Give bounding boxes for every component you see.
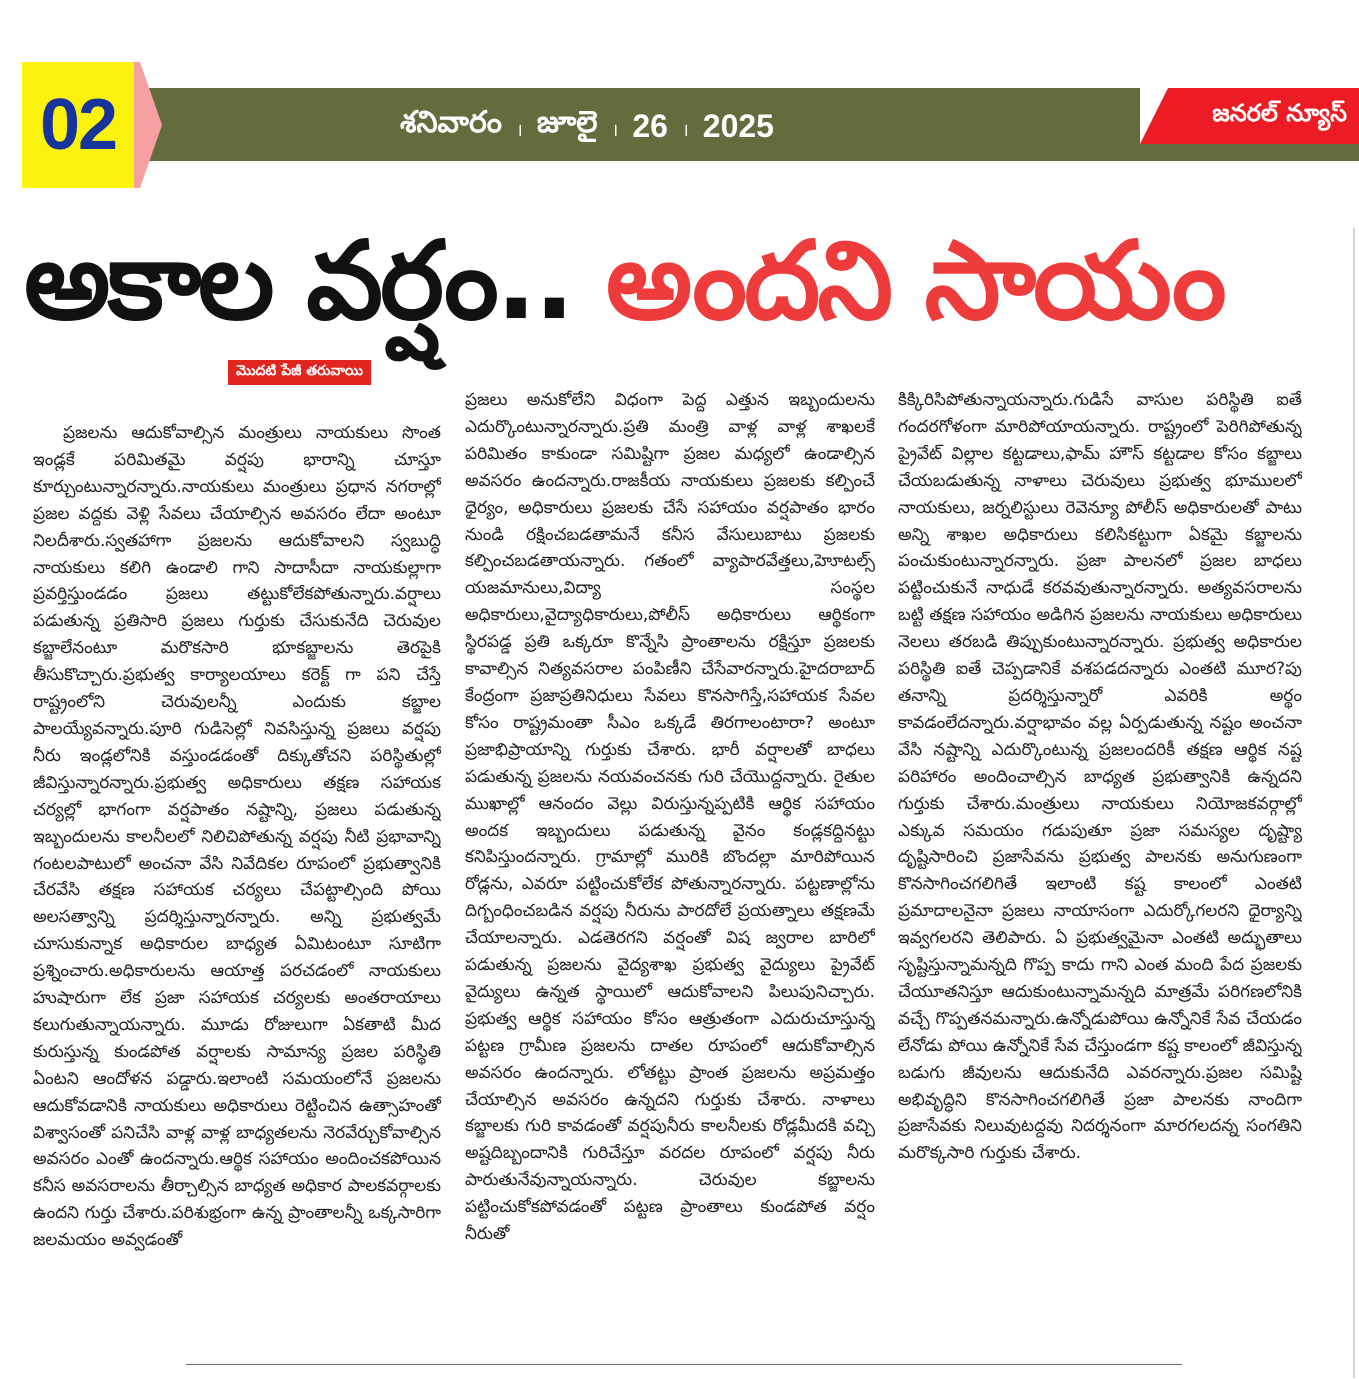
headline: [24, 212, 1334, 352]
article-column-1: [33, 420, 441, 1340]
section-tag-underline: [1168, 144, 1359, 152]
article-column-2: [465, 387, 875, 1337]
section-tag: [1140, 88, 1359, 144]
dateline-separator: ।: [611, 120, 619, 141]
headline-part-1: అకాల వర్షం..: [24, 219, 572, 344]
article-column-3: [898, 387, 1302, 1317]
page-number: 02: [39, 85, 117, 165]
dateline-year: 2025: [702, 107, 774, 144]
dateline-date: 26: [632, 107, 668, 144]
dateline-day: శనివారం: [400, 105, 502, 140]
continued-label-text: మొదటి పేజీ తరువాయి: [236, 363, 363, 379]
dateline-separator: ।: [516, 120, 523, 141]
article-column-2-text: ప్రజలు అనుకోలేని విధంగా పెద్ద ఎత్తున ఇబ్బందులను ఎదుర్కొంటున్నారన్నారు.ప్రతి మంత్రి వాళ్ల వాళ్ల శాఖలకే పరిమితం కాకుండా సమిష్టిగా ప్రజల మధ్యలో ఉండాల్సిన అవసరం ఉందన్నారు.రాజకీయ నాయకులు ప్రజలకు కల్పించే ధైర్యం, అధికారులు ప్రజలకు చేసే సహాయం వర్షపాతం భారం నుండి రక్షించబడతామనే కనీస వేసులుబాటు ప్రజలకు కల్పించబడతాయన్నారు. గతంలో వ్యాపారవేత్తలు,హెూటల్స్ యజమానులు,విద్యా సంస్థల అధికారులు,వైద్యాధికారులు,పోలీస్ అధికారులు ఆర్థికంగా స్థిరపడ్డ ప్రతి ఒక్కరూ కొన్నేసి ప్రాంతాలను రక్షిస్తూ ప్రజలకు కావాల్సిన నిత్యవసరాల పంపిణీని చేసేవారన్నారు.హైదరాబాద్ కేంద్రంగా ప్రజాప్రతినిధులు సేవలు కొనసాగిస్తే,సహాయక సేవల కోసం రాష్ట్రమంతా సీఎం ఒక్కడే తిరగాలంటారా? అంటూ ప్రజాభిప్రాయాన్ని గుర్తుకు చేశారు. భారీ వర్షాలతో బాధలు పడుతున్న ప్రజలను నయవంచనకు గురి చేయొద్దన్నారు. రైతుల ముఖాల్లో ఆనందం వెల్లు విరుస్తున్నప్పటికి ఆర్థిక సహాయం అందక ఇబ్బందులు పడుతున్న వైనం కండ్లకద్దినట్టు కనిపిస్తుందన్నారు. గ్రామాల్లో మురికి బొందల్లా మారిపోయిన రోడ్లను, ఎవరూ పట్టించుకోలేక పోతున్నారన్నారు. పట్టణాల్లోను దిగ్బంధించబడిన వర్షపు నీరును పారదోలే ప్రయత్నాలు తక్షణమే చేయాలన్నారు. ఎడతెరగని వర్షంతో విష జ్వరాల బారిలో పడుతున్న ప్రజలను వైద్యశాఖ ప్రభుత్వ వైద్యులు ప్రైవేట్ వైద్యులు ఉన్నత స్థాయిలో ఆదుకోవాలని పిలుపునిచ్చారు. ప్రభుత్వ ఆర్థిక సహాయం కోసం ఆత్రుతంగా ఎదురుచూస్తున్న పట్టణ గ్రామీణ ప్రజలను దాతల రూపంలో ఆదుకోవాల్సిన అవసరం ఉందన్నారు. లోతట్టు ప్రాంత ప్రజలను అప్రమత్తం చేయాల్సిన అవసరం ఉన్నదని గుర్తుకు చేశారు. నాళాలు కబ్జాలకు గురి కావడంతో వర్షపునీరు కాలనీలకు రోడ్లమీదకి వచ్చి అష్టదిబ్బందానికి గురిచేస్తూ వరదల రూపంలో వర్షపు నీరు పారుతునేవున్నాయన్నారు. చెరువుల కబ్జాలను పట్టించుకోకపోవడంతో పట్టణ ప్రాంతాలు కుండపోత వర్షం నీరుతో: [465, 390, 875, 1245]
continued-label: [228, 360, 371, 385]
headline-part-2: అందని సాయం: [605, 219, 1224, 344]
article-column-1-text: ప్రజలను ఆదుకోవాల్సిన మంత్రులు నాయకులు సొంత ఇండ్లకే పరిమితమై వర్షపు భారాన్ని చూస్తూ కూర్చుంటున్నారన్నారు.నాయకులు మంత్రులు ప్రధాన నగరాల్లో ప్రజల వద్దకు వెళ్లి సేవలు చేయాల్సిన అవసరం లేదా అంటూ నిలదీశారు.స్వతహాగా ప్రజలను ఆదుకోవాలని స్వబుద్ధి నాయకులు కలిగి ఉండాలి గాని సాదాసీదా నాయకుల్లాగా ప్రవర్తిస్తుండడం ప్రజలు తట్టుకోలేకపోతున్నారు.వర్షాలు పడుతున్న ప్రతిసారి ప్రజలు గుర్తుకు చేసుకునేది చెరువుల కబ్జాలేనంటూ మరొకసారి భూకబ్జాలను తెరపైకి తీసుకొచ్చారు.ప్రభుత్వ కార్యాలయాలు కరెక్ట్ గా పని చేస్తే రాష్ట్రంలోని చెరువులన్నీ ఎందుకు కబ్జాల పాలయ్యేవన్నారు.పూరి గుడిసెల్లో నివసిస్తున్న ప్రజలు వర్షపు నీరు ఇండ్లలోనికి వస్తుండడంతో దిక్కుతోచని పరిస్థితుల్లో జీవిస్తున్నారన్నారు.ప్రభుత్వ అధికారులు తక్షణ సహాయక చర్యల్లో భాగంగా వర్షపాతం నష్టాన్ని, ప్రజలు పడుతున్న ఇబ్బందులను కాలనీలలో నిలిచిపోతున్న వర్షపు నీటి ప్రభావాన్ని గంటలపాటులో అంచనా వేసి నివేదికల రూపంలో ప్రభుత్వానికి చేరవేసి తక్షణ సహాయక చర్యలు చేపట్టాల్సింది పోయి అలసత్వాన్ని ప్రదర్శిస్తున్నారన్నారు. అన్ని ప్రభుత్వమే చూసుకున్నాక అధికారుల బాధ్యత ఏమిటంటూ సూటిగా ప్రశ్నించారు.అధికారులను ఆయాత్త పరచడంలో నాయకులు హుషారుగా లేక ప్రజా సహాయక చర్యలకు అంతరాయాలు కలుగుతున్నాయన్నారు. మూడు రోజులుగా ఏకతాటి మీద కురుస్తున్న కుండపోత వర్షాలకు సామాన్య ప్రజల పరిస్థితి ఏంటని ఆందోళన పడ్డారు.ఇలాంటి సమయంలోనే ప్రజలను ఆదుకోవడానికి నాయకులు అధికారులు రెట్టించిన ఉత్సాహంతో విశ్వాసంతో పనిచేసి వాళ్ల వాళ్ల బాధ్యతలను నెరవేర్చుకోవాల్సిన అవసరం ఎంతో ఉందన్నారు.ఆర్థిక సహాయం అందించకపోయిన కనీస అవసరాలను తీర్చాల్సిన బాధ్యత అధికార పాలకవర్గాలకు ఉందని గుర్తు చేశారు.పరిశుభ్రంగా ఉన్న ప్రాంతాలన్నీ ఒక్కసారిగా జలమయం అవ్వడంతో: [33, 423, 441, 1251]
article-column-3-text: కిక్కిరిసిపోతున్నాయన్నారు.గుడిసే వాసుల పరిస్థితి ఐతే గందరగోళంగా మారిపోయాయన్నారు. రాష్ట్రంలో పెరిగిపోతున్న ప్రైవేట్ విల్లాల కట్టడాలు,ఫామ్ హౌస్ కట్టడాల కోసం కబ్జాలు చేయబడుతున్న నాళాలు చెరువులు ప్రభుత్వ భూములలో నాయకులు, జర్నలిస్టులు రెవెన్యూ పోలీస్ అధికారులతో పాటు అన్ని శాఖల అధికారులు కలిసికట్టుగా ఏకమై కబ్జాలను పంచుకుంటున్నారన్నారు. ప్రజా పాలనలో ప్రజల బాధలు పట్టించుకునే నాధుడే కరవవుతున్నారన్నారు. అత్యవసరాలను బట్టి తక్షణ సహాయం అడిగిన ప్రజలను నాయకులు అధికారులు నెలలు తరబడి తిప్పుకుంటున్నారన్నారు. ప్రభుత్వ అధికారుల పరిస్థితి ఐతే చెప్పడానికే వశపడదన్నారు ఎంతటి మూర?పు తనాన్ని ప్రదర్శిస్తున్నారో ఎవరికి అర్థం కావడంలేదన్నారు.వర్షాభావం వల్ల ఏర్పడుతున్న నష్టం అంచనా వేసి నష్టాన్ని ఎదుర్కొంటున్న ప్రజలందరికీ తక్షణ ఆర్థిక నష్ట పరిహారం అందించాల్సిన బాధ్యత ప్రభుత్వానికి ఉన్నదని గుర్తుకు చేశారు.మంత్రులు నాయకులు నియోజకవర్గాల్లో ఎక్కువ సమయం గడుపుతూ ప్రజా సమస్యల దృష్ట్యా దృష్టిసారించి ప్రజాసేవను ప్రభుత్వ పాలనకు అనుగుణంగా కొనసాగించగలిగితే ఇలాంటి కష్ట కాలంలో ఎంతటి ప్రమాదాలనైనా ప్రజలు నాయాసంగా ఎదుర్కోగలరని ధైర్యాన్ని ఇవ్వగలరని తెలిపారు. ఏ ప్రభుత్వమైనా ఎంతటి అద్భుతాలు సృష్టిస్తున్నామన్నది గొప్ప కాదు గాని ఎంత మంది పేద ప్రజలకు చేయూతనిస్తూ ఆదుకుంటున్నామన్నది మాత్రమే పరిగణలోనికి వచ్చే గొప్పతనమన్నారు.ఉన్నోడుపోయి ఉన్నోనికే సేవ చేయడం లేనోడు పోయి ఉన్నోనికే సేవ చేస్తుండగా కష్ట కాలంలో జీవిస్తున్న బడుగు జీవులను ఆదుకునేది ఎవరన్నారు.ప్రజల సమిష్టి అభివృద్ధిని కొనసాగించగలిగితే ప్రజా పాలనకు నాందిగా ప్రజాసేవకు నిలువుటద్దవు నిదర్శనంగా మారగలదన్న సంగతిని మరొక్కసారి గుర్తుకు చేశారు.: [898, 390, 1302, 1164]
bottom-rule: [186, 1364, 1182, 1365]
dateline: [400, 104, 774, 148]
dateline-month: జూలై: [536, 105, 598, 140]
page-edge-rule: [1353, 228, 1355, 1378]
page-number-box: [22, 62, 140, 188]
dateline-separator: ।: [681, 120, 689, 141]
section-name: జనరల్ న్యూస్: [1212, 99, 1347, 127]
